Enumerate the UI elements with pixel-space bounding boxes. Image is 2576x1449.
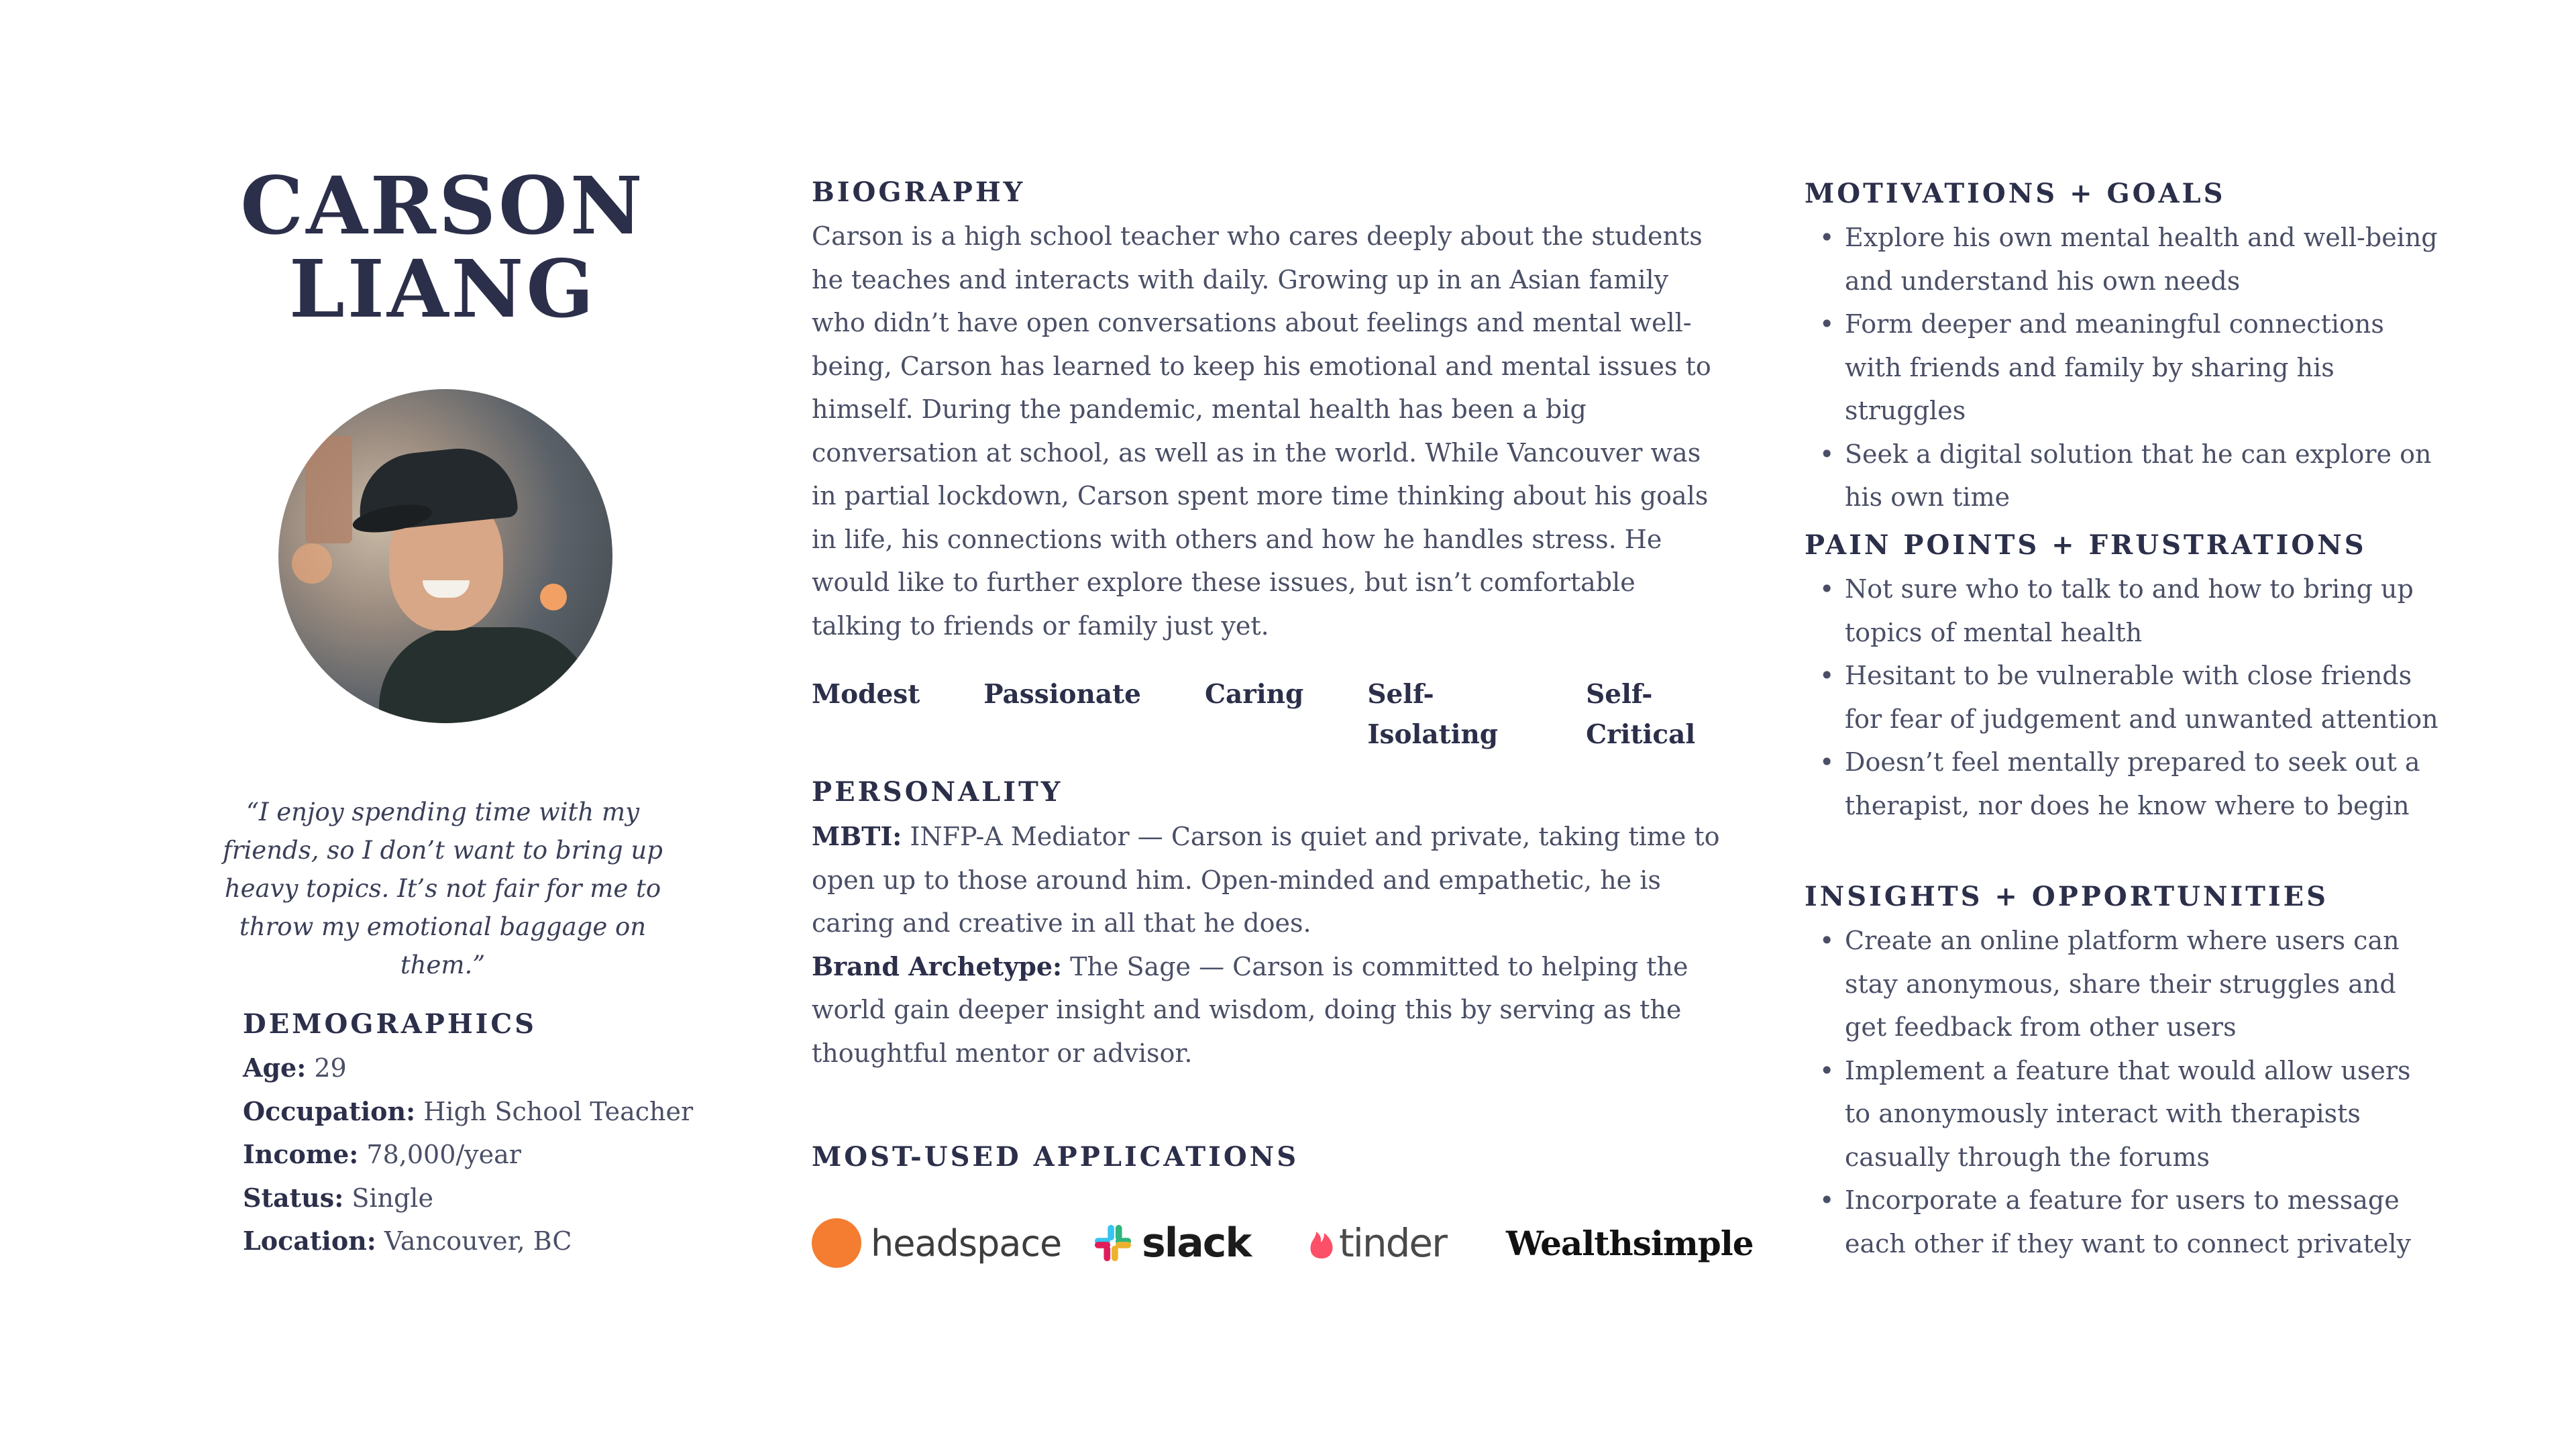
bullet-icon: •: [1819, 574, 1835, 604]
personality-text: [812, 815, 1724, 1075]
archetype-text: The Sage — Carson is committed to helping the world gain deeper insight and wisdom, doing this by serving as the thoughtful mentor or advisor.: [812, 951, 1688, 1068]
demographic-label: Location:: [243, 1226, 376, 1256]
biography-text: Carson is a high school teacher who cares deeply about the students he teaches and interacts with daily. Growing up in an Asian family who didn’t have open conversations about feelings and mental well-being, Carson has learned to keep his emotional and mental issues to himself. During the pandemic, mental health has been a big conversation at school, as well as in the world. While Vancouver was in partial lockdown, Carson spent more time thinking about his goals in life, his connections with others and how he handles stress. He would like to further explore these issues, but isn’t comfortable talking to friends or family just yet.: [812, 221, 1711, 641]
list-item: • Seek a digital solution that he can explore on his own time: [1805, 433, 2442, 519]
demographic-value: Single: [352, 1183, 433, 1213]
bullet-icon: •: [1819, 926, 1835, 955]
personality-traits: [812, 674, 1724, 755]
slack-logo: [1093, 1213, 1250, 1273]
insights-heading: INSIGHTS + OPPORTUNITIES: [1805, 881, 2328, 912]
pain-points-heading: PAIN POINTS + FRUSTRATIONS: [1805, 529, 2367, 561]
persona-first-name: CARSON: [240, 159, 645, 252]
list-item: • Implement a feature that would allow users to anonymously interact with therapists casually through the forums: [1805, 1049, 2442, 1179]
list-item: • Incorporate a feature for users to message each other if they want to connect privately: [1805, 1179, 2442, 1265]
demographic-label: Status:: [243, 1182, 344, 1213]
bullet-icon: •: [1819, 1055, 1835, 1085]
demographics-section: [243, 1008, 699, 1263]
demographic-row-income: [243, 1133, 699, 1177]
demographic-label: Income:: [243, 1139, 359, 1169]
demographic-value: High School Teacher: [423, 1096, 694, 1126]
persona-last-name: LIANG: [288, 242, 597, 335]
motivations-heading: MOTIVATIONS + GOALS: [1805, 178, 2226, 209]
mbti-paragraph: [812, 815, 1724, 945]
demographics-heading: DEMOGRAPHICS: [243, 1008, 537, 1040]
trait-tag: Self-Critical: [1586, 679, 1696, 750]
demographic-label: Age:: [243, 1053, 307, 1083]
list-item: • Explore his own mental health and well-being and understand his own needs: [1805, 216, 2442, 303]
pain-points-list: [1805, 568, 2442, 827]
trait-tag: Modest: [812, 679, 920, 710]
biography-heading: BIOGRAPHY: [812, 176, 1026, 208]
list-item: • Hesitant to be vulnerable with close friends for fear of judgement and unwanted attention: [1805, 654, 2442, 741]
motivations-list: [1805, 216, 2442, 519]
slack-icon: [1093, 1224, 1132, 1263]
headspace-logo: [812, 1213, 1061, 1273]
bullet-icon: •: [1819, 1185, 1835, 1215]
applications-heading: MOST-USED APPLICATIONS: [812, 1141, 1299, 1173]
list-item: • Not sure who to talk to and how to bring up topics of mental health: [1805, 568, 2442, 654]
headspace-icon: [812, 1218, 861, 1268]
list-item: • Create an online platform where users can stay anonymous, share their struggles and get feedback from other users: [1805, 919, 2442, 1049]
wealthsimple-wordmark: Wealthsimple: [1506, 1223, 1754, 1263]
applications-list: [812, 1213, 1754, 1273]
tinder-flame-icon: [1308, 1226, 1335, 1260]
insights-list: [1805, 919, 2442, 1265]
mbti-label: MBTI:: [812, 821, 902, 851]
demographic-row-location: [243, 1220, 699, 1263]
headspace-wordmark: headspace: [871, 1222, 1062, 1265]
list-item: • Doesn’t feel mentally prepared to seek out a therapist, nor does he know where to begin: [1805, 741, 2442, 827]
mbti-text: INFP-A Mediator — Carson is quiet and private, taking time to open up to those around him. Open-minded and empathetic, he is caring and creative in all that he does.: [812, 822, 1720, 938]
bullet-icon: •: [1819, 747, 1835, 777]
trait-tag: Passionate: [983, 679, 1141, 710]
trait-tag: Self-Isolating: [1367, 679, 1499, 750]
demographic-label: Occupation:: [243, 1095, 416, 1126]
persona-name: [188, 159, 698, 335]
bullet-icon: •: [1819, 223, 1835, 252]
tinder-logo: [1308, 1213, 1446, 1273]
demographic-value: 78,000/year: [366, 1140, 521, 1169]
trait-tag: Caring: [1205, 679, 1304, 710]
bullet-icon: •: [1819, 439, 1835, 469]
demographic-value: Vancouver, BC: [384, 1226, 572, 1256]
persona-avatar: [278, 389, 612, 723]
persona-quote: “I enjoy spending time with my friends, so I don’t want to bring up heavy topics. It’s not fair for me to throw my emotional baggage on them.”: [223, 798, 663, 979]
list-item: • Form deeper and meaningful connections with friends and family by sharing his struggles: [1805, 303, 2442, 433]
archetype-label: Brand Archetype:: [812, 951, 1063, 981]
demographic-value: 29: [314, 1053, 347, 1083]
tinder-wordmark: tinder: [1339, 1220, 1446, 1266]
wealthsimple-logo: [1506, 1213, 1754, 1273]
bullet-icon: •: [1819, 661, 1835, 690]
slack-wordmark: slack: [1142, 1220, 1251, 1267]
demographic-row-status: [243, 1177, 699, 1220]
personality-heading: PERSONALITY: [812, 776, 1063, 808]
demographic-row-age: [243, 1046, 699, 1090]
bullet-icon: •: [1819, 309, 1835, 339]
demographic-row-occupation: [243, 1090, 699, 1134]
archetype-paragraph: [812, 945, 1724, 1075]
